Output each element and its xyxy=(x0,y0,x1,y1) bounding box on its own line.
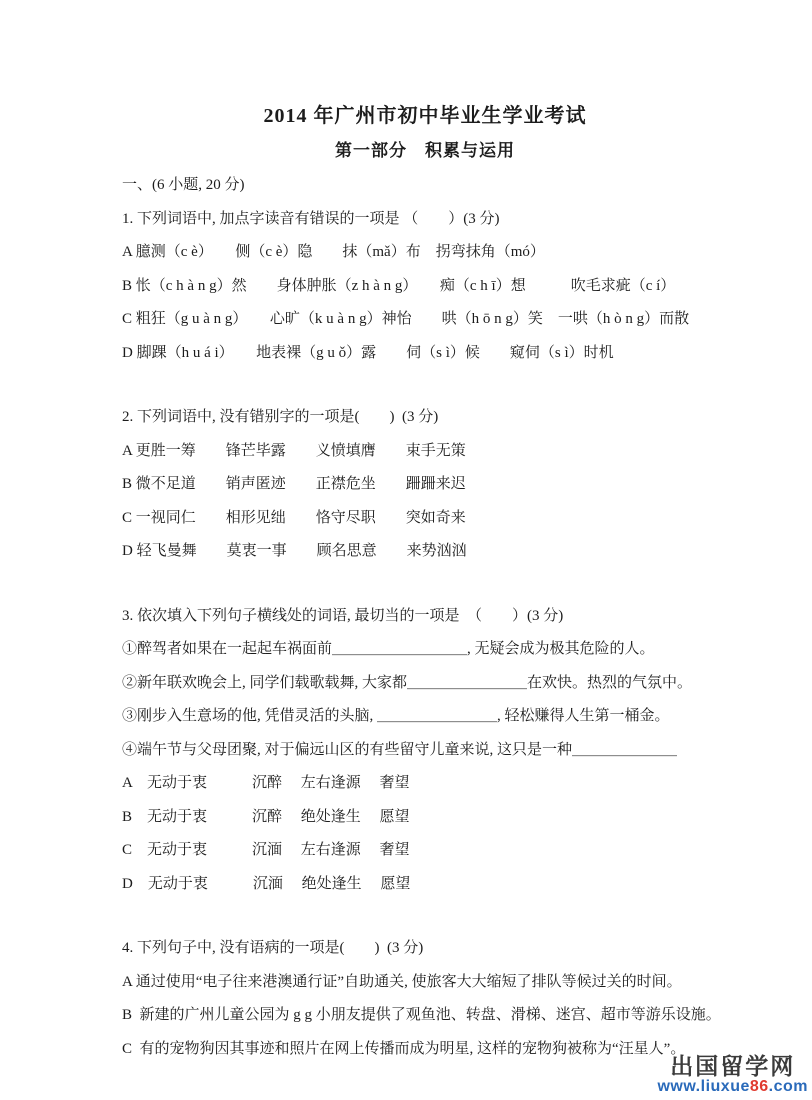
question-4 xyxy=(122,932,728,1066)
question-3-sentence-1: ①醉驾者如果在一起起车祸面前＿＿＿＿＿＿＿＿＿, 无疑会成为极其危险的人。 xyxy=(122,641,655,657)
question-2 xyxy=(122,401,728,569)
question-2-option-c: C 一视同仁 相形见绌 恪守尽职 突如奇来 xyxy=(122,509,466,526)
question-4-option-a: A 通过使用“电子往来港澳通行证”自助通关, 使旅客大大缩短了排队等候过关的时间。 xyxy=(122,973,682,990)
question-2-option-a: A 更胜一筹 锋芒毕露 义愤填膺 束手无策 xyxy=(122,442,466,459)
question-4-stem: 4. 下列句子中, 没有语病的一项是( ) (3 分) xyxy=(122,940,424,956)
question-4-option-b: B 新建的广州儿童公园为 g g 小朋友提供了观鱼池、转盘、滑梯、迷宫、超市等游乐设施。 xyxy=(122,1007,721,1023)
question-1-option-b: B 怅（c h à n g）然 身体肿胀（z h à n g） 痴（c h ī）想 吹毛求疵（c í） xyxy=(122,277,676,294)
question-3-option-a: A 无动于衷 沉醉 左右逢源 奢望 xyxy=(122,775,410,791)
page-title: 2014 年广州市初中毕业生学业考试 xyxy=(263,105,587,127)
question-1-option-d: D 脚踝（h u á i） 地表裸（g u ǒ）露 伺（s ì）候 窥伺（s ì）时机 xyxy=(122,344,614,361)
question-3-sentence-3: ③刚步入生意场的他, 凭借灵活的头脑, ＿＿＿＿＿＿＿＿, 轻松赚得人生第一桶金。 xyxy=(122,708,670,724)
question-3-option-b: B 无动于衷 沉醉 绝处逢生 愿望 xyxy=(122,808,410,825)
watermark-url-prefix: www.liuxue xyxy=(657,1078,750,1095)
question-2-option-d: D 轻飞曼舞 莫衷一事 顾名思意 来势汹汹 xyxy=(122,543,467,559)
question-3-option-d: D 无动于衷 沉湎 绝处逢生 愿望 xyxy=(122,875,411,892)
question-3 xyxy=(122,600,728,902)
question-4-option-c: C 有的宠物狗因其事迹和照片在网上传播而成为明星, 这样的宠物狗被称为“汪星人”。 xyxy=(122,1040,686,1057)
question-2-stem: 2. 下列词语中, 没有错别字的一项是( ) (3 分) xyxy=(122,409,439,425)
question-1-option-a: A 臆测（c è） 侧（c è）隐 抹（mǎ）布 拐弯抹角（mó） xyxy=(122,244,545,260)
question-3-sentence-4: ④端午节与父母团聚, 对于偏远山区的有些留守儿童来说, 这只是一种＿＿＿＿＿＿＿ xyxy=(122,741,678,758)
part-title: 第一部分 积累与运用 xyxy=(335,141,515,160)
watermark-site-name: 出国留学网 xyxy=(670,1053,796,1079)
site-watermark xyxy=(657,1054,808,1095)
question-1 xyxy=(122,203,728,371)
watermark-url-number: 86 xyxy=(749,1078,769,1095)
question-1-stem: 1. 下列词语中, 加点字读音有错误的一项是 （ ）(3 分) xyxy=(122,210,500,227)
section-info: 一、(6 小题, 20 分) xyxy=(122,177,245,193)
question-3-stem: 3. 依次填入下列句子横线处的词语, 最切当的一项是 （ ）(3 分) xyxy=(122,607,564,624)
watermark-url-suffix: .com xyxy=(768,1078,808,1095)
question-2-option-b: B 微不足道 销声匿迹 正襟危坐 跚跚来迟 xyxy=(122,476,466,492)
watermark-site-url xyxy=(657,1078,808,1095)
question-3-option-c: C 无动于衷 沉湎 左右逢源 奢望 xyxy=(122,842,410,858)
question-3-sentence-2: ②新年联欢晚会上, 同学们载歌载舞, 大家都＿＿＿＿＿＿＿＿在欢快。热烈的气氛中。 xyxy=(122,674,693,691)
question-1-option-c: C 粗狂（g u à n g） 心旷（k u à n g）神怡 哄（h ō n g）笑 一哄（h ò n g）而散 xyxy=(122,311,690,327)
